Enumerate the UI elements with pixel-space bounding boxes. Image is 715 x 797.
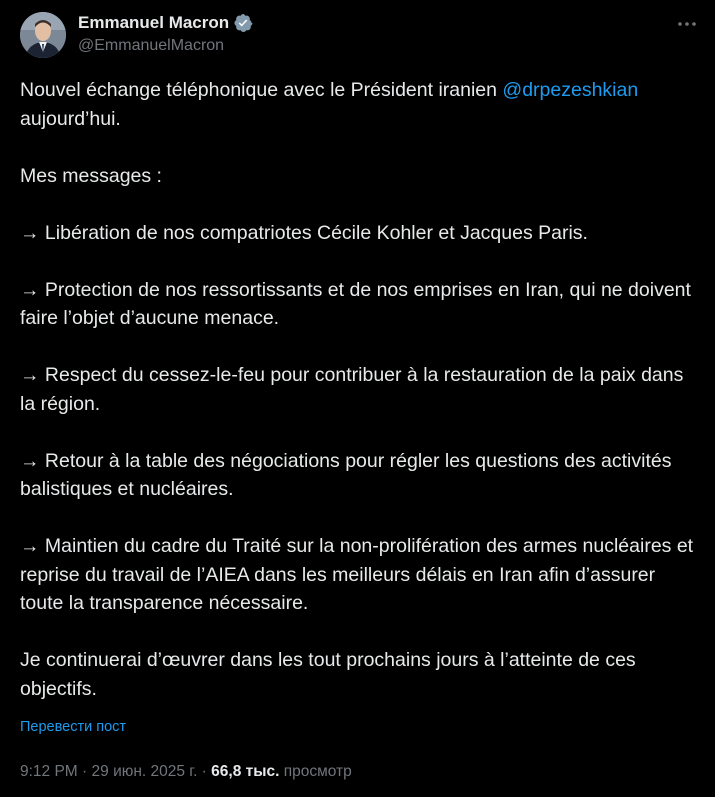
views-label: просмотр: [279, 763, 352, 780]
avatar[interactable]: [20, 12, 66, 58]
mention-link[interactable]: @drpezeshkian: [502, 79, 639, 101]
post-point-4: → Retour à la table des négociations pour régler les questions des activités balistiques et nucléaires.: [20, 449, 672, 500]
views-count[interactable]: 66,8 тыс.: [211, 763, 280, 780]
post-paragraph-messages-heading: Mes messages :: [20, 164, 162, 187]
post-header: [20, 12, 699, 60]
name-row: [78, 12, 253, 34]
post-body: [20, 76, 700, 703]
more-horizontal-icon[interactable]: [675, 12, 699, 36]
post-paragraph-intro-line: [20, 76, 700, 133]
author-handle[interactable]: @EmmanuelMacron: [78, 37, 225, 54]
post-point-2: → Protection de nos ressortissants et de nos emprises en Iran, qui ne doivent faire l’objet d’aucune menace.: [20, 278, 691, 329]
post-date[interactable]: 29 июн. 2025 г.: [91, 763, 198, 780]
post-time[interactable]: 9:12 PM: [20, 763, 78, 780]
author-names: [78, 12, 253, 55]
translate-post-link[interactable]: Перевести пост: [20, 719, 127, 735]
post-closing: Je continuerai d’œuvrer dans les tout prochains jours à l’atteinte de ces objectifs.: [20, 649, 636, 700]
meta-separator: ·: [197, 763, 212, 780]
author-display-name[interactable]: Emmanuel Macron: [78, 13, 230, 32]
avatar-portrait-icon: [20, 12, 66, 58]
post-meta: [20, 763, 352, 781]
post-text-after-mention: aujourd’hui.: [20, 107, 121, 130]
post-point-5: → Maintien du cadre du Traité sur la non-prolifération des armes nucléaires et reprise du travail de l’AIEA dans les meilleurs délais en Iran afin d’assurer toute la transparence nécessaire.: [20, 535, 694, 614]
post-point-3: → Respect du cessez-le-feu pour contribuer à la restauration de la paix dans la région.: [20, 364, 684, 415]
meta-separator: ·: [77, 763, 92, 780]
post-point-1: → Libération de nos compatriotes Cécile Kohler et Jacques Paris.: [20, 221, 588, 244]
verified-badge-icon[interactable]: [233, 13, 253, 33]
post-text-before-mention: Nouvel échange téléphonique avec le Président iranien: [20, 79, 503, 101]
